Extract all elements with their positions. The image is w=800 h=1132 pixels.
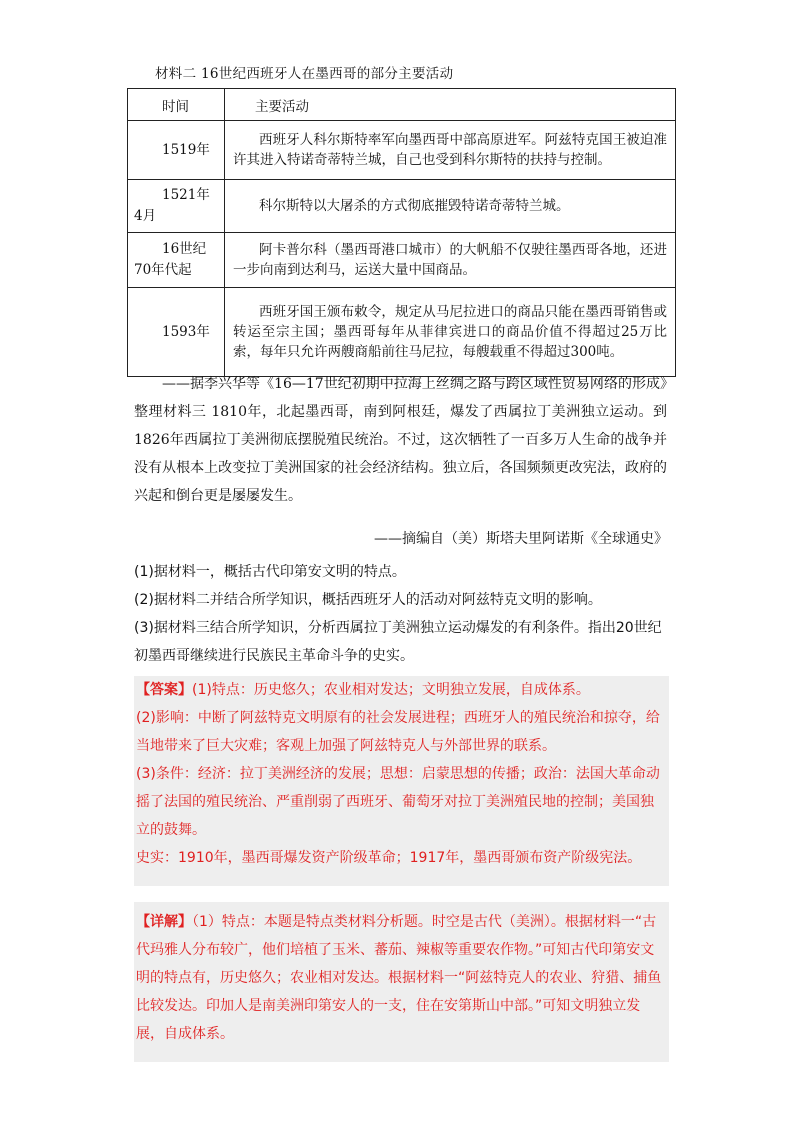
row-activity: 科尔斯特以大屠杀的方式彻底摧毁特诺奇蒂特兰城。 — [259, 198, 570, 214]
material3-source: ——摘编自（美）斯塔夫里阿诺斯《全球通史》 — [374, 531, 668, 547]
header-activity-cell — [225, 89, 676, 121]
row-time: 1521年 — [162, 187, 210, 203]
source-and-material3: ——据李兴华等《16—17世纪初期中拉海上丝绸之路与跨区域性贸易网络的形成》整理材料三 1810年，北起墨西哥，南到阿根廷，爆发了西属拉丁美洲独立运动。到1826年西属拉丁美洲彻底摆脱殖民统治。不过，这次牺牲了一百多万人生命的战争并没有从根本上改变拉丁美洲国家的社会经济结构。独立后，各国频频更改宪法，政府的兴起和倒台更是屡屡发生。 — [134, 376, 667, 504]
material2-caption: 材料二 16世纪西班牙人在墨西哥的部分主要活动 — [155, 66, 454, 82]
table-header-row — [128, 89, 676, 121]
question-1: (1)据材料一，概括古代印第安文明的特点。 — [134, 564, 406, 580]
question-3: (3)据材料三结合所学知识，分析西属拉丁美洲独立运动爆发的有利条件。指出20世纪初墨西哥继续进行民族民主革命斗争的史实。 — [134, 620, 662, 664]
row-time: 16世纪 — [162, 241, 207, 257]
row-activity: 西班牙人科尔斯特率军向墨西哥中部高原进军。阿兹特克国王被迫准许其进入特诺奇蒂特兰城，自己也受到科尔斯特的扶持与控制。 — [233, 132, 667, 168]
header-time-cell — [128, 89, 225, 121]
row-activity: 西班牙国王颁布敕令，规定从马尼拉进口的商品只能在墨西哥销售或转运至宗主国；墨西哥每年从菲律宾进口的商品价值不得超过25万比索，每年只允许两艘商船前往马尼拉，每艘载重不得超过300吨。 — [233, 304, 667, 360]
row-activity: 阿卡普尔科（墨西哥港口城市）的大帆船不仅驶往墨西哥各地，还进一步向南到达利马，运送大量中国商品。 — [233, 242, 667, 278]
answer-line-3: (3)条件：经济：拉丁美洲经济的发展；思想：启蒙思想的传播；政治：法国大革命动摇了法国的殖民统治、严重削弱了西班牙、葡萄牙对拉丁美洲殖民地的控制；美国独立的鼓舞。 — [136, 766, 660, 838]
detail-block — [134, 902, 669, 1062]
table-row — [128, 233, 676, 288]
detail-text: 【详解】（1）特点：本题是特点类材料分析题。时空是古代（美洲）。根据材料一“古代玛雅人分布较广，他们培植了玉米、蕃茄、辣椒等重要农作物。”可知古代印第安文明的特点有，历史悠久；农业相对发达。根据材料一“阿兹特克人的农业、狩猎、捕鱼比较发达。印加人是南美洲印第安人的一支，住在安第斯山中部。”可知文明独立发展，自成体系。 — [136, 914, 662, 1042]
table-row — [128, 180, 676, 233]
answer-tag: 【答案】 — [136, 682, 192, 698]
table-row — [128, 121, 676, 180]
activities-table — [127, 88, 676, 377]
header-activity: 主要活动 — [255, 98, 309, 115]
questions-list — [134, 558, 669, 670]
detail-tag: 【详解】 — [136, 914, 192, 930]
answer-line-2: (2)影响：中断了阿兹特克文明原有的社会发展进程；西班牙人的殖民统治和掠夺，给当地带来了巨大灾难；客观上加强了阿兹特克人与外部世界的联系。 — [136, 710, 660, 754]
answer-block — [134, 676, 669, 886]
row-time: 1519年 — [162, 141, 210, 158]
row-time-cont: 70年代起 — [134, 262, 192, 278]
question-2: (2)据材料二并结合所学知识，概括西班牙人的活动对阿兹特克文明的影响。 — [134, 592, 602, 608]
row-time-cont: 4月 — [134, 208, 157, 224]
answer-line-4: 史实：1910年，墨西哥爆发资产阶级革命；1917年，墨西哥颁布资产阶级宪法。 — [136, 850, 642, 866]
table-row — [128, 288, 676, 377]
row-time: 1593年 — [162, 323, 210, 340]
answer-line-1: 【答案】(1)特点：历史悠久；农业相对发达；文明独立发展，自成体系。 — [136, 682, 590, 698]
header-time: 时间 — [162, 98, 189, 115]
